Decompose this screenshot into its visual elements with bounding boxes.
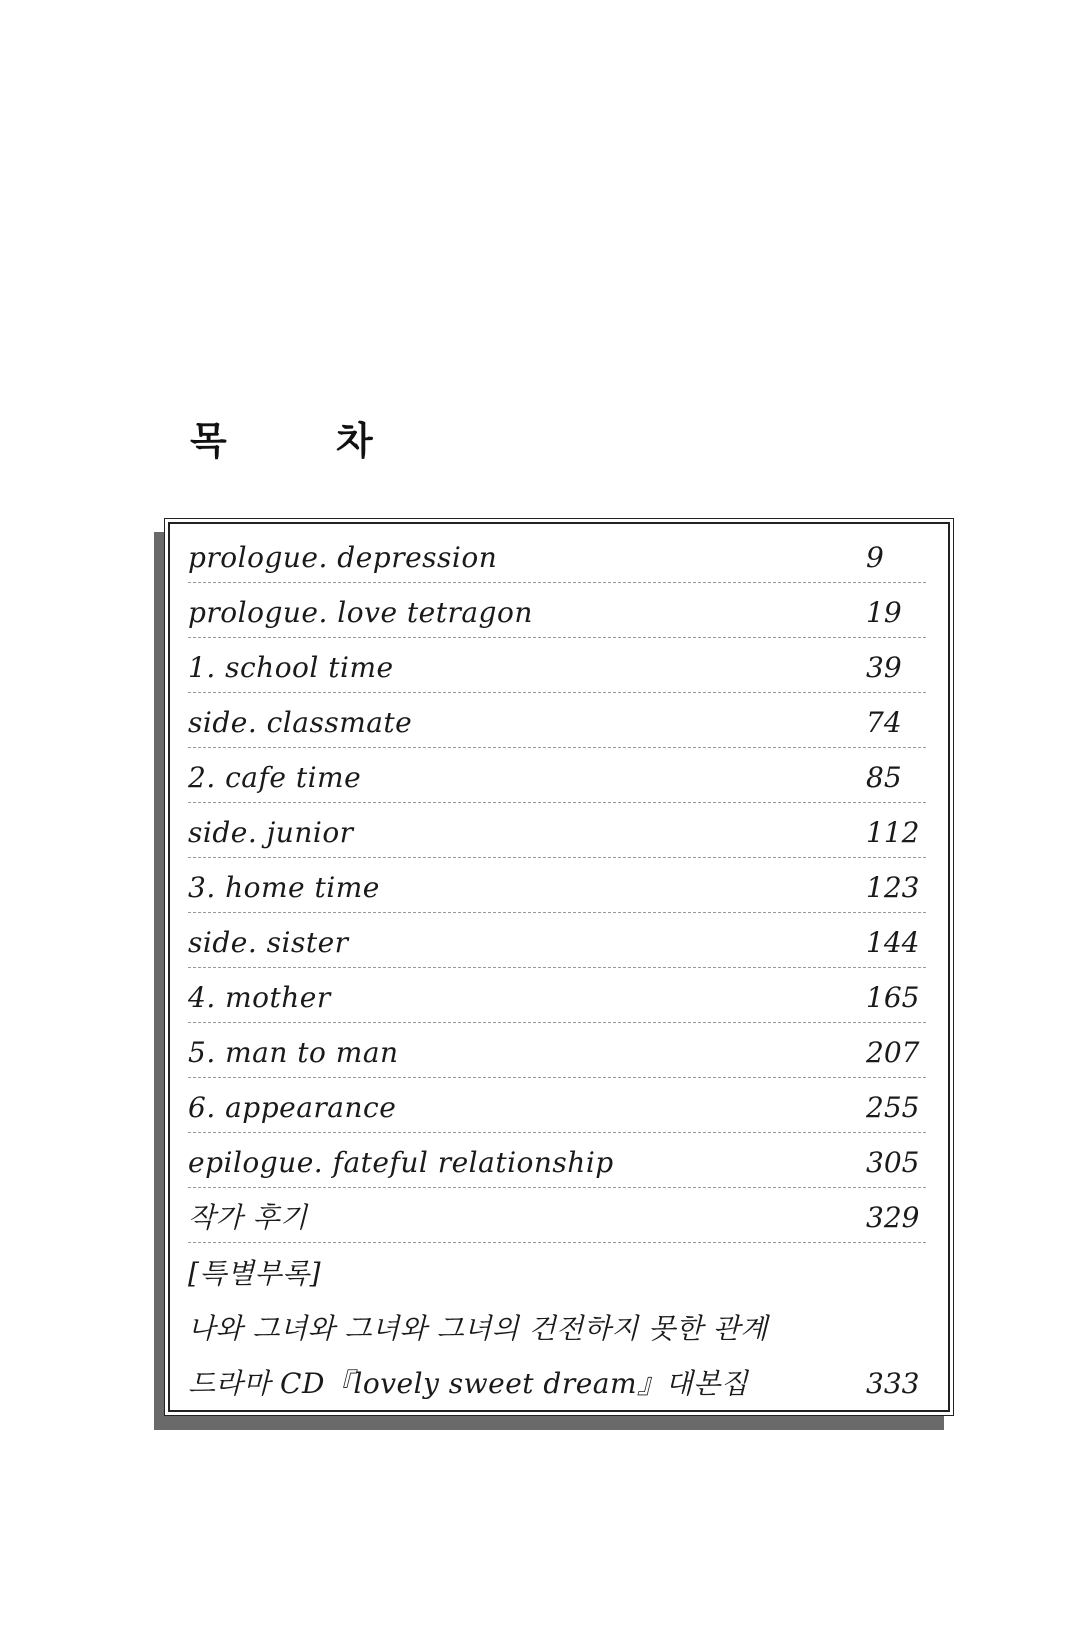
toc-row [188, 913, 926, 968]
toc-row [188, 1078, 926, 1133]
toc-entry-title: 2. cafe time [188, 761, 362, 794]
toc-row [188, 638, 926, 693]
toc-entry-title: side. sister [188, 926, 349, 959]
toc-row [188, 528, 926, 583]
toc-row [188, 1133, 926, 1188]
appendix-page: 333 [866, 1367, 920, 1400]
toc-entry-title: side. classmate [188, 706, 413, 739]
toc-row [188, 583, 926, 638]
toc-entry-page: 112 [866, 816, 920, 849]
toc-entry-page: 9 [866, 541, 884, 574]
page-title: 목 차 [190, 419, 421, 463]
toc-entry-title: 3. home time [188, 871, 380, 904]
toc-row [188, 693, 926, 748]
appendix-label-row [188, 1243, 926, 1298]
appendix-line2-row [188, 1353, 926, 1408]
toc-row [188, 1188, 926, 1243]
toc-entry-page: 305 [866, 1146, 920, 1179]
toc-entry-page: 123 [866, 871, 920, 904]
toc-entry-page: 255 [866, 1091, 920, 1124]
toc-entry-title: 6. appearance [188, 1091, 397, 1124]
toc-box [164, 518, 954, 1416]
toc-entry-title: epilogue. fateful relationship [188, 1146, 614, 1179]
toc-row [188, 858, 926, 913]
toc-row [188, 748, 926, 803]
toc-entry-page: 207 [866, 1036, 920, 1069]
toc-row [188, 968, 926, 1023]
appendix-title-line1: 나와 그녀와 그녀와 그녀의 건전하지 못한 관계 [188, 1312, 768, 1345]
toc-row [188, 803, 926, 858]
appendix-title-line2: 드라마 CD『lovely sweet dream』대본집 [188, 1367, 749, 1400]
toc-entry-page: 85 [866, 761, 902, 794]
toc-entry-page: 19 [866, 596, 902, 629]
toc-entry-page: 165 [866, 981, 920, 1014]
toc-entry-title: 작가 후기 [188, 1201, 308, 1234]
toc-entry-page: 39 [866, 651, 902, 684]
toc-entry-title: prologue. depression [188, 541, 498, 574]
toc-inner-frame [168, 522, 950, 1412]
toc-entry-page: 329 [866, 1201, 920, 1234]
toc-entry-title: 1. school time [188, 651, 394, 684]
appendix-label: [특별부록] [188, 1257, 322, 1290]
toc-entry-page: 144 [866, 926, 920, 959]
toc-entry-title: prologue. love tetragon [188, 596, 533, 629]
toc-entry-page: 74 [866, 706, 902, 739]
toc-row [188, 1023, 926, 1078]
appendix-line1-row [188, 1298, 926, 1353]
toc-entry-title: 4. mother [188, 981, 331, 1014]
toc-entry-title: 5. man to man [188, 1036, 399, 1069]
toc-entry-title: side. junior [188, 816, 354, 849]
